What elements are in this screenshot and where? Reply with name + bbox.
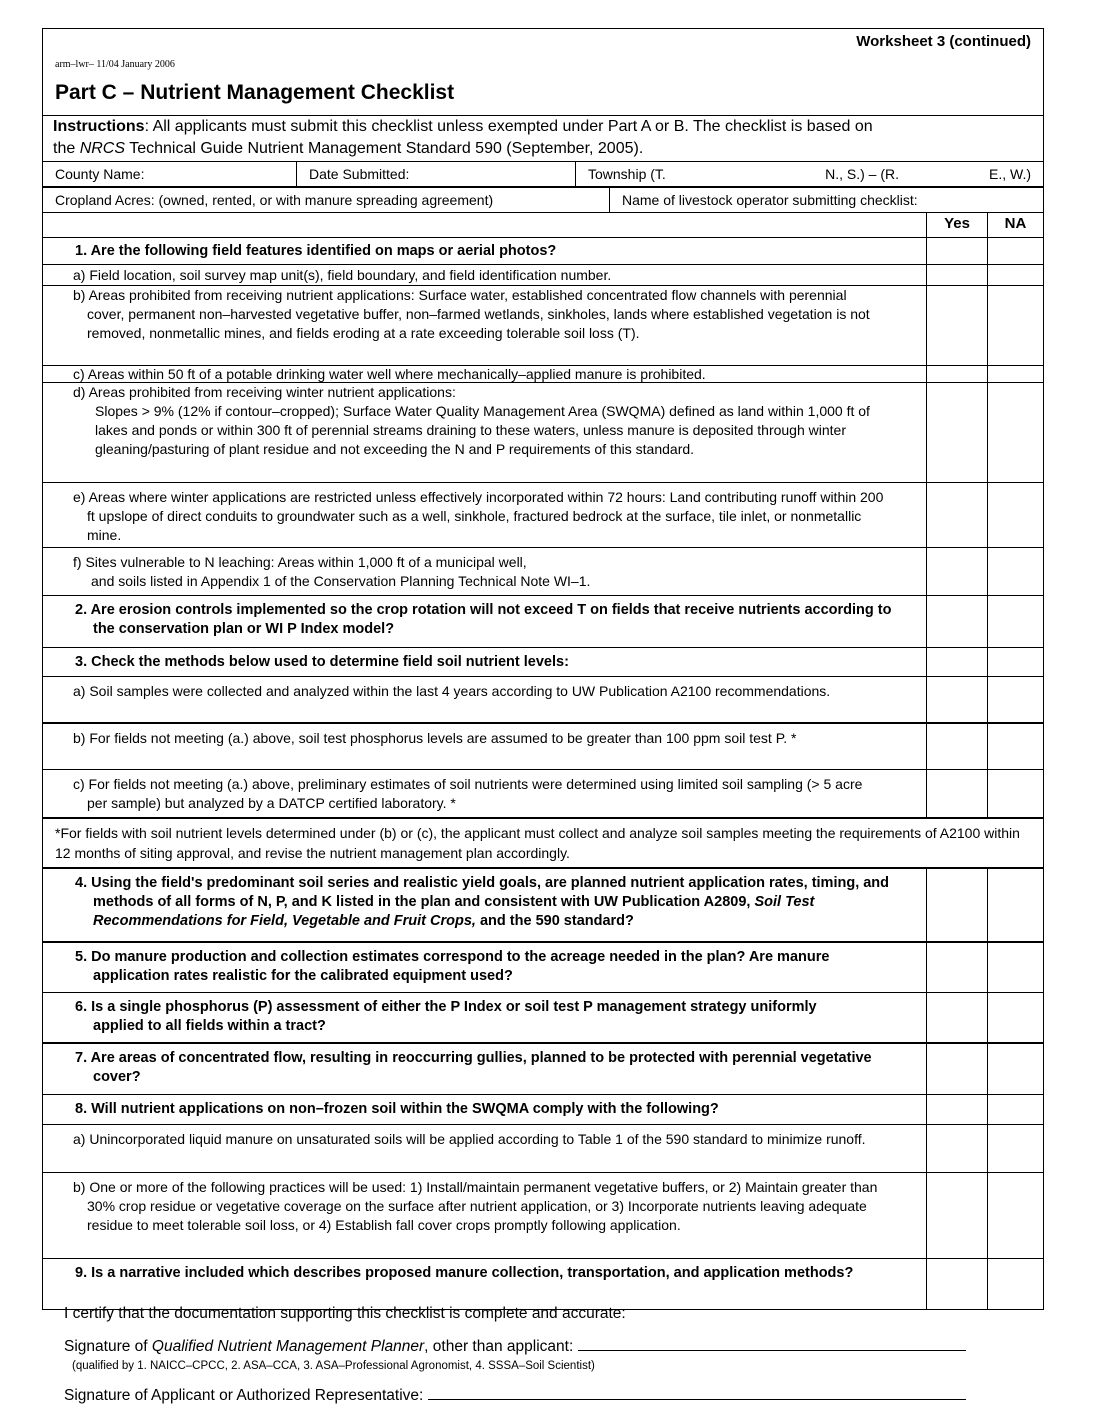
applicant-signature-row	[64, 1385, 966, 1405]
question-row-1b	[43, 286, 1043, 366]
na-checkbox-q8b[interactable]	[987, 1173, 1043, 1258]
instructions	[43, 116, 1043, 162]
yes-checkbox-q3c[interactable]	[926, 770, 987, 817]
question-7-text: 7. Are areas of concentrated flow, resulting in reoccurring gullies, planned to be protected with perennial vegetative cover?	[75, 1050, 872, 1085]
question-4-text	[75, 874, 916, 931]
question-4-text-a: 4. Using the field's predominant soil series and realistic yield goals, are planned nutrient application rates, timing, and methods of all forms of N, P, and K listed in the plan and consistent with UW Publication A2809,	[75, 875, 890, 910]
na-checkbox-q2[interactable]	[987, 596, 1043, 647]
yes-checkbox-q6[interactable]	[926, 993, 987, 1042]
question-1f-text-1: f) Sites vulnerable to N leaching: Areas within 1,000 ft of a municipal well,	[73, 554, 527, 570]
date-submitted-field[interactable]: Date Submitted:	[297, 162, 576, 186]
instructions-nrcs: NRCS	[79, 140, 126, 157]
operator-name-field[interactable]: Name of livestock operator submitting checklist:	[622, 192, 918, 208]
planner-signature-row	[64, 1336, 966, 1356]
question-1b-text: b) Areas prohibited from receiving nutrient applications: Surface water, established concentrated flow channels with perennial cover, permanent non–harvested vegetative buffer, non–farmed wetlands, sinkholes, lands where established vegetation is not removed, nonmetallic mines, and fields eroding at a rate exceeding tolerable soil loss (T).	[73, 287, 870, 341]
yes-checkbox-q8a[interactable]	[926, 1125, 987, 1172]
question-1d-text: Slopes > 9% (12% if contour–cropped); Surface Water Quality Management Area (SWQMA) defined as land within 1,000 ft of lakes and ponds or within 300 ft of perennial streams draining to these waters, unless manure is deposited through winter gleaning/pasturing of plant residue and not exceeding the N and P requirements of this standard.	[95, 403, 870, 457]
yes-checkbox-q1b[interactable]	[926, 286, 987, 365]
question-row-8a	[43, 1125, 1043, 1173]
question-7-cell	[43, 1044, 926, 1094]
instructions-text-2c: Technical Guide Nutrient Management Standard 590 (September, 2005).	[125, 140, 644, 157]
na-checkbox-q1d[interactable]	[987, 383, 1043, 482]
na-checkbox-q1f[interactable]	[987, 548, 1043, 595]
question-3b-text: b) For fields not meeting (a.) above, soil test phosphorus levels are assumed to be greater than 100 ppm soil test P. *	[73, 730, 797, 746]
question-row-4	[43, 869, 1043, 943]
na-checkbox-q5[interactable]	[987, 943, 1043, 992]
na-checkbox-q6[interactable]	[987, 993, 1043, 1042]
na-checkbox-q1[interactable]	[987, 238, 1043, 264]
form-code: arm–lwr– 11/04 January 2006	[55, 59, 175, 70]
footnote: *For fields with soil nutrient levels determined under (b) or (c), the applicant must collect and analyze soil samples meeting the requirements of A2100 within 12 months of siting approval, and revise the nutrient management plan accordingly.	[43, 817, 1043, 869]
question-row-6	[43, 993, 1043, 1044]
na-checkbox-q3[interactable]	[987, 648, 1043, 676]
question-9-text: 9. Is a narrative included which describes proposed manure collection, transportation, and application methods?	[75, 1265, 854, 1281]
question-1d-title: d) Areas prohibited from receiving winter nutrient applications:	[73, 384, 456, 400]
county-name-field[interactable]: County Name:	[43, 162, 297, 186]
question-row-3	[43, 648, 1043, 677]
question-3a-text: a) Soil samples were collected and analyzed within the last 4 years according to UW Publication A2100 recommendations.	[73, 683, 831, 699]
question-8b-text: b) One or more of the following practices will be used: 1) Install/maintain permanent vegetative buffers, or 2) Maintain greater than 30% crop residue or vegetative coverage on the surface after nutrient application, or 3) Incorporate nutrients leaving adequate residue to meet tolerable soil loss, or 4) Establish fall cover crops promptly following application.	[73, 1179, 878, 1233]
question-6-cell	[43, 993, 926, 1042]
na-checkbox-q1a[interactable]	[987, 265, 1043, 285]
column-header-row	[43, 213, 1043, 238]
question-8a-text: a) Unincorporated liquid manure on unsaturated soils will be applied according to Table 1 of the 590 standard to minimize runoff.	[73, 1131, 866, 1147]
column-na: NA	[987, 213, 1043, 237]
question-row-1a	[43, 265, 1043, 286]
certification-statement: I certify that the documentation supporting this checklist is complete and accurate:	[64, 1305, 626, 1322]
yes-checkbox-q3b[interactable]	[926, 724, 987, 769]
yes-checkbox-q1c[interactable]	[926, 366, 987, 382]
question-5-text: 5. Do manure production and collection estimates correspond to the acreage needed in the plan? Are manure application rates realistic for the calibrated equipment used?	[75, 949, 830, 984]
township-field[interactable]	[576, 162, 1043, 186]
na-checkbox-q8a[interactable]	[987, 1125, 1043, 1172]
question-row-3c	[43, 770, 1043, 817]
township-t-label: Township (T.	[588, 166, 666, 182]
yes-checkbox-q3a[interactable]	[926, 677, 987, 722]
na-checkbox-q1b[interactable]	[987, 286, 1043, 365]
yes-checkbox-q2[interactable]	[926, 596, 987, 647]
question-6-text: 6. Is a single phosphorus (P) assessment of either the P Index or soil test P management strategy uniformly applied to all fields within a tract?	[75, 999, 817, 1034]
yes-checkbox-q4[interactable]	[926, 869, 987, 941]
question-3c-cell	[43, 770, 926, 817]
instructions-text-2a: the	[53, 140, 80, 157]
yes-checkbox-q1f[interactable]	[926, 548, 987, 595]
question-row-8	[43, 1095, 1043, 1125]
question-row-5	[43, 943, 1043, 993]
question-1d-cell	[43, 383, 926, 482]
yes-checkbox-q1e[interactable]	[926, 483, 987, 547]
question-row-3a	[43, 677, 1043, 724]
question-row-1d	[43, 383, 1043, 483]
question-1c-text: c) Areas within 50 ft of a potable drinking water well where mechanically–applied manure is prohibited.	[73, 366, 706, 382]
form-header	[43, 29, 1043, 116]
info-row-2	[43, 188, 1043, 213]
question-1-text: 1. Are the following field features identified on maps or aerial photos?	[75, 243, 557, 259]
info-row-1	[43, 162, 1043, 188]
na-checkbox-q3b[interactable]	[987, 724, 1043, 769]
question-1a-cell	[43, 265, 926, 285]
question-9-cell	[43, 1259, 926, 1309]
na-checkbox-q1c[interactable]	[987, 366, 1043, 382]
instructions-text-1: : All applicants must submit this checklist unless exempted under Part A or B. The checklist is based on	[144, 118, 873, 135]
question-8b-cell	[43, 1173, 926, 1258]
question-row-3b	[43, 724, 1043, 770]
question-1c-cell	[43, 366, 926, 382]
na-checkbox-q1e[interactable]	[987, 483, 1043, 547]
na-checkbox-q4[interactable]	[987, 869, 1043, 941]
question-4-text-c: and the 590 standard?	[475, 913, 634, 929]
na-checkbox-q7[interactable]	[987, 1044, 1043, 1094]
yes-checkbox-q7[interactable]	[926, 1044, 987, 1094]
question-row-1e	[43, 483, 1043, 548]
yes-checkbox-q9[interactable]	[926, 1259, 987, 1309]
question-4-cell	[43, 869, 926, 941]
question-row-2	[43, 596, 1043, 648]
na-checkbox-q3a[interactable]	[987, 677, 1043, 722]
instructions-label: Instructions	[53, 118, 145, 135]
township-ns-label: N., S.) – (R.	[825, 166, 899, 182]
column-header-spacer	[43, 213, 926, 237]
question-1b-cell	[43, 286, 926, 365]
column-yes: Yes	[926, 213, 987, 237]
question-row-8b	[43, 1173, 1043, 1259]
question-8-text: 8. Will nutrient applications on non–frozen soil within the SWQMA comply with the following?	[75, 1101, 719, 1117]
question-row-9	[43, 1259, 1043, 1309]
yes-checkbox-q3[interactable]	[926, 648, 987, 676]
worksheet-label: Worksheet 3 (continued)	[856, 33, 1031, 50]
question-3-text: 3. Check the methods below used to determine field soil nutrient levels:	[75, 654, 569, 670]
yes-checkbox-q1d[interactable]	[926, 383, 987, 482]
yes-checkbox-q8b[interactable]	[926, 1173, 987, 1258]
planner-signature-label-c: , other than applicant:	[424, 1338, 574, 1355]
na-checkbox-q8[interactable]	[987, 1095, 1043, 1124]
checklist-form	[42, 28, 1044, 1310]
na-checkbox-q3c[interactable]	[987, 770, 1043, 817]
question-5-cell	[43, 943, 926, 992]
page-title: Part C – Nutrient Management Checklist	[55, 81, 455, 104]
question-row-1f	[43, 548, 1043, 596]
na-checkbox-q9[interactable]	[987, 1259, 1043, 1309]
question-3a-cell	[43, 677, 926, 722]
applicant-signature-line[interactable]	[428, 1385, 966, 1400]
question-4-publication-title: Soil Test Recommendations for Field, Vegetable and Fruit Crops,	[93, 894, 815, 929]
question-8a-cell	[43, 1125, 926, 1172]
yes-checkbox-q5[interactable]	[926, 943, 987, 992]
planner-signature-label-a: Signature of	[64, 1338, 152, 1355]
planner-signature-line[interactable]	[578, 1336, 966, 1351]
question-1f-text-2: and soils listed in Appendix 1 of the Conservation Planning Technical Note WI–1.	[91, 573, 591, 589]
applicant-signature-label: Signature of Applicant or Authorized Representative:	[64, 1387, 424, 1404]
cropland-acres-field[interactable]: Cropland Acres: (owned, rented, or with manure spreading agreement)	[43, 188, 610, 212]
question-row-1c	[43, 366, 1043, 383]
question-2-cell	[43, 596, 926, 647]
question-3c-text: c) For fields not meeting (a.) above, preliminary estimates of soil nutrients were determined using limited soil sampling (> 5 acre per sample) but analyzed by a DATCP certified laboratory. *	[73, 776, 863, 811]
yes-checkbox-q8[interactable]	[926, 1095, 987, 1124]
question-row-7	[43, 1044, 1043, 1095]
question-2-text: 2. Are erosion controls implemented so the crop rotation will not exceed T on fields that receive nutrients according to the conservation plan or WI P Index model?	[75, 602, 892, 637]
question-1e-cell	[43, 483, 926, 547]
yes-checkbox-q1a[interactable]	[926, 265, 987, 285]
question-1e-text: e) Areas where winter applications are restricted unless effectively incorporated within 72 hours: Land contributing runoff within 200 ft upslope of direct conduits to groundwater such as a well, sinkhole, fractured bedrock at the surface, tile inlet, or nonmetallic mine.	[73, 489, 884, 543]
question-3-cell	[43, 648, 926, 676]
question-1a-text: a) Field location, soil survey map unit(s), field boundary, and field identification number.	[73, 267, 612, 283]
yes-checkbox-q1[interactable]	[926, 238, 987, 264]
township-ew-label: E., W.)	[989, 166, 1031, 182]
question-row-1	[43, 238, 1043, 265]
planner-signature-label-b: Qualified Nutrient Management Planner	[151, 1338, 425, 1355]
question-8-cell	[43, 1095, 926, 1124]
question-3b-cell	[43, 724, 926, 769]
question-1f-cell	[43, 548, 926, 595]
qualified-by-note: (qualified by 1. NAICC–CPCC, 2. ASA–CCA, 3. ASA–Professional Agronomist, 4. SSSA–Soil Scientist)	[72, 1360, 595, 1372]
